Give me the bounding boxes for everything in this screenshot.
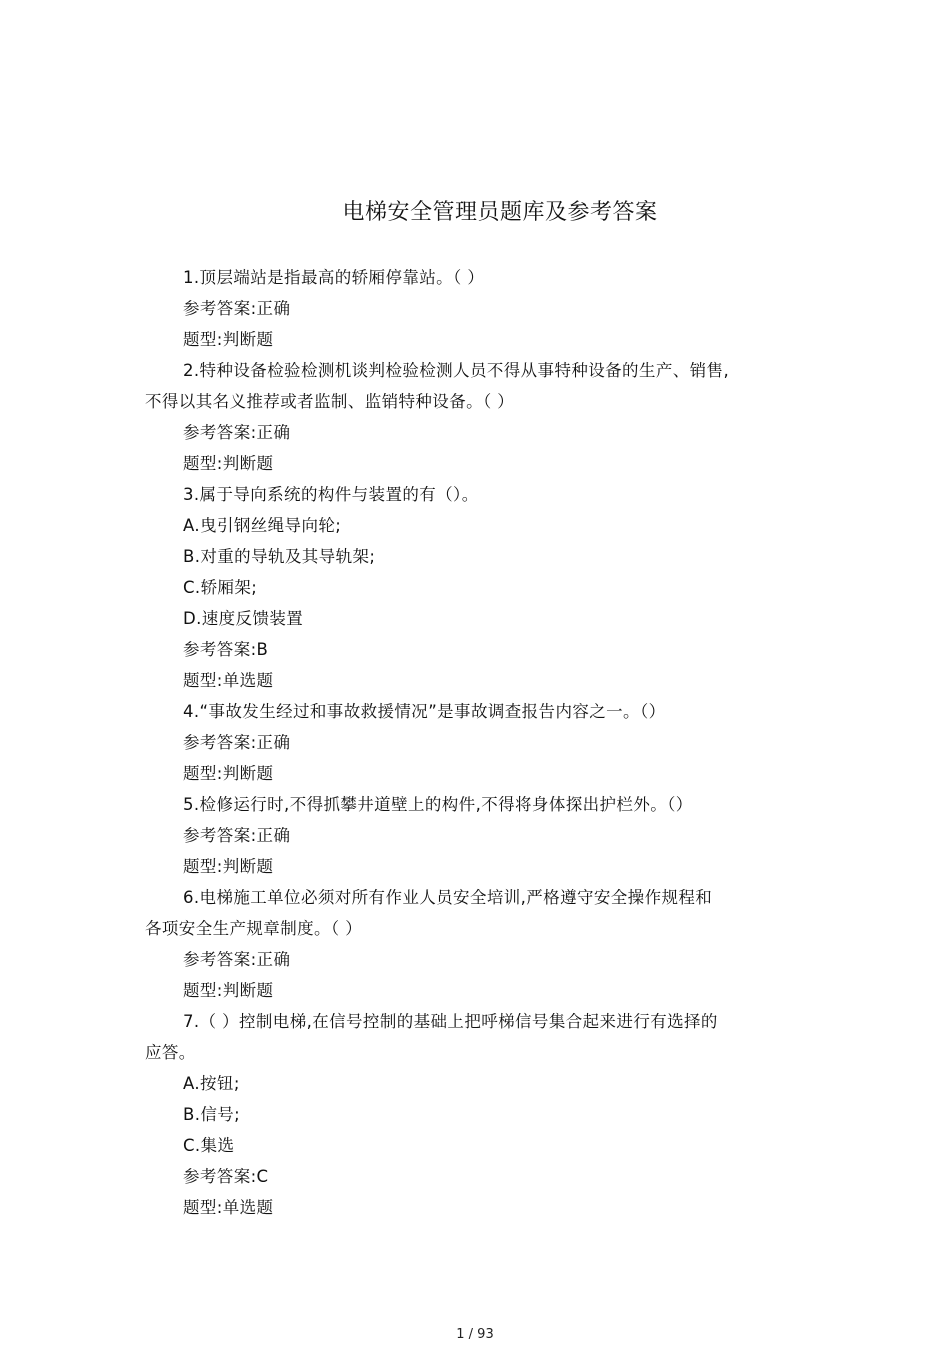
text-line: 题型:判断题 [183,764,274,783]
document-title: 电梯安全管理员题库及参考答案 [342,200,658,225]
text-line: 6.电梯施工单位必须对所有作业人员安全培训,严格遵守安全操作规程和 [183,888,713,907]
text-line: D.速度反馈装置 [183,609,304,628]
text-line: C.轿厢架; [183,578,258,597]
text-line: 题型:判断题 [183,330,274,349]
text-line: 1.顶层端站是指最高的轿厢停靠站。（ ） [183,268,485,287]
text-line: A.按钮; [183,1074,240,1093]
text-line: C.集选 [183,1136,235,1155]
text-line: 不得以其名义推荐或者监制、监销特种设备。（ ） [145,392,515,411]
text-line: 2.特种设备检验检测机谈判检验检测人员不得从事特种设备的生产、销售, [183,361,730,380]
text-line: 7.（ ）控制电梯,在信号控制的基础上把呼梯信号集合起来进行有选择的 [183,1012,718,1031]
text-line: 应答。 [145,1043,196,1062]
text-line: 3.属于导向系统的构件与装置的有（）。 [183,485,479,504]
text-line: 参考答案:正确 [183,826,291,845]
page-number: 1 / 93 [456,1327,494,1342]
text-line: 题型:单选题 [183,671,274,690]
text-line: 4.“事故发生经过和事故救援情况”是事故调查报告内容之一。（） [183,702,666,721]
text-line: 5.检修运行时,不得抓攀井道壁上的构件,不得将身体探出护栏外。（） [183,795,693,814]
document-body [145,262,825,1223]
text-line: 题型:判断题 [183,454,274,473]
text-line: B.信号; [183,1105,241,1124]
text-line: 题型:单选题 [183,1198,274,1217]
text-line: 各项安全生产规章制度。（ ） [145,919,363,938]
text-line: B.对重的导轨及其导轨架; [183,547,376,566]
text-line: 参考答案:正确 [183,733,291,752]
text-line: A.曳引钢丝绳导向轮; [183,516,342,535]
text-line: 参考答案:正确 [183,950,291,969]
text-line: 题型:判断题 [183,981,274,1000]
text-line: 参考答案:正确 [183,423,291,442]
text-line: 题型:判断题 [183,857,274,876]
text-line: 参考答案:B [183,640,269,659]
text-line: 参考答案:正确 [183,299,291,318]
text-line: 参考答案:C [183,1167,269,1186]
